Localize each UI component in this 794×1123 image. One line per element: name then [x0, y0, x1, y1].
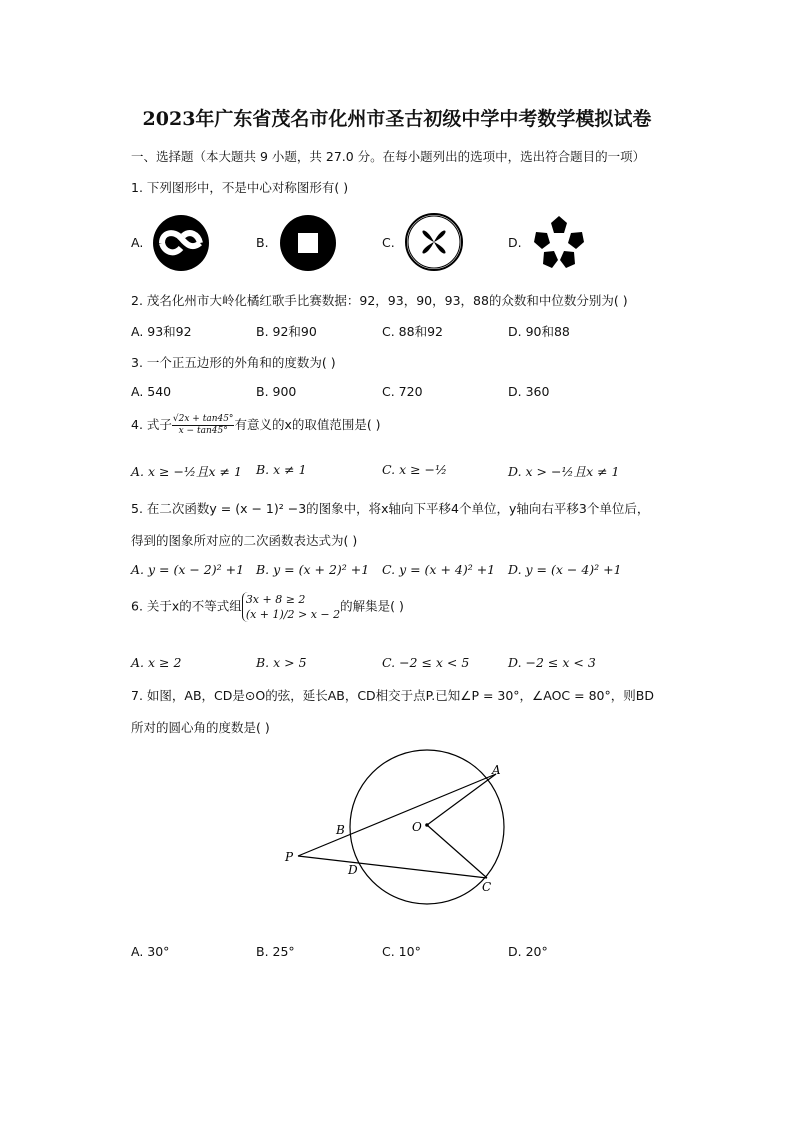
question-2-stem: 2. 茂名化州市大岭化橘红歌手比赛数据：92，93，90，93，88的众数和中位数分别为( )	[131, 293, 628, 308]
q4-option-d: D. x > −½且x ≠ 1	[508, 464, 620, 479]
line-pc	[298, 856, 487, 878]
q6-inequality-2: (x + 1)/2 > x − 2	[245, 608, 341, 621]
q4-option-b: B. x ≠ 1	[256, 462, 307, 477]
label-b: B	[336, 823, 345, 837]
q7-option-c: C. 10°	[382, 944, 421, 959]
question-1-stem: 1. 下列图形中，不是中心对称图形有( )	[131, 180, 349, 195]
q4-fraction	[172, 414, 235, 437]
question-5-stem-line-1: 5. 在二次函数y = (x − 1)² −3的图象中，将x轴向下平移4个单位，y轴向右平移3个单位后，	[131, 501, 650, 516]
q3-option-c: C. 720	[382, 384, 423, 399]
label-o: O	[412, 820, 422, 834]
q6-option-a: A. x ≥ 2	[131, 655, 182, 670]
question-7-stem-line-1: 7. 如图，AB，CD是⊙O的弦，延长AB，CD相交于点P.已知∠P = 30°，∠AOC = 80°，则BD	[131, 688, 654, 703]
question-3-stem: 3. 一个正五边形的外角和的度数为( )	[131, 355, 336, 370]
q4-stem-suffix: 有意义的x的取值范围是( )	[234, 417, 381, 432]
center-point-o	[425, 823, 429, 827]
q7-option-b: B. 25°	[256, 944, 295, 959]
q6-option-d: D. −2 ≤ x < 3	[508, 655, 596, 670]
label-c: C	[482, 880, 492, 894]
q7-option-a: A. 30°	[131, 944, 170, 959]
q4-fraction-numerator: √2x + tan45°	[172, 414, 234, 424]
q7-option-d: D. 20°	[508, 944, 548, 959]
q1-option-b-label: B.	[256, 235, 269, 250]
q1-option-c-label: C.	[382, 235, 395, 250]
q2-option-d: D. 90和88	[508, 324, 570, 339]
q6-option-c: C. −2 ≤ x < 5	[382, 655, 470, 670]
q1-option-a-label: A.	[131, 235, 144, 250]
q3-option-b: B. 900	[256, 384, 297, 399]
four-petal-circle-icon	[404, 212, 464, 272]
q4-option-c: C. x ≥ −½	[382, 462, 448, 477]
q3-option-d: D. 360	[508, 384, 550, 399]
label-d: D	[348, 863, 358, 877]
question-5-stem-line-2: 得到的图象所对应的二次函数表达式为( )	[131, 533, 358, 548]
q5-option-c: C. y = (x + 4)² +1	[382, 562, 496, 577]
question-4-stem	[131, 414, 381, 437]
pentagon-flower-icon	[530, 214, 588, 272]
segment-oa	[427, 774, 496, 825]
line-pa	[298, 774, 496, 856]
q4-stem-prefix: 4. 式子	[131, 417, 172, 432]
circle-geometry-diagram	[280, 740, 520, 910]
circle-o	[350, 750, 504, 904]
square-hole-coin-icon	[279, 214, 337, 272]
question-6-stem	[131, 592, 404, 622]
label-p: P	[285, 850, 294, 864]
q5-option-a: A. y = (x − 2)² +1	[131, 562, 245, 577]
q2-option-a: A. 93和92	[131, 324, 192, 339]
q6-stem-suffix: 的解集是( )	[340, 598, 404, 614]
segment-oc	[427, 825, 487, 878]
label-a: A	[492, 763, 501, 777]
q5-option-d: D. y = (x − 4)² +1	[508, 562, 622, 577]
q3-option-a: A. 540	[131, 384, 172, 399]
q6-stem-prefix: 6. 关于x的不等式组	[131, 598, 242, 614]
q4-fraction-denominator: x − tan45°	[178, 426, 228, 436]
question-7-stem-line-2: 所对的圆心角的度数是( )	[131, 720, 270, 735]
q6-inequality-system	[242, 592, 340, 622]
q4-option-a: A. x ≥ −½且x ≠ 1	[131, 464, 242, 479]
yin-yang-like-icon	[152, 214, 210, 272]
q2-option-b: B. 92和90	[256, 324, 317, 339]
q6-option-b: B. x > 5	[256, 655, 307, 670]
section-heading: 一、选择题（本大题共 9 小题，共 27.0 分。在每小题列出的选项中，选出符合题目的一项）	[131, 149, 646, 164]
q5-option-b: B. y = (x + 2)² +1	[256, 562, 370, 577]
q1-option-d-label: D.	[508, 235, 522, 250]
q2-option-c: C. 88和92	[382, 324, 443, 339]
page-title: 2023年广东省茂名市化州市圣古初级中学中考数学模拟试卷	[142, 108, 652, 130]
q6-inequality-1: 3x + 8 ≥ 2	[245, 593, 306, 606]
